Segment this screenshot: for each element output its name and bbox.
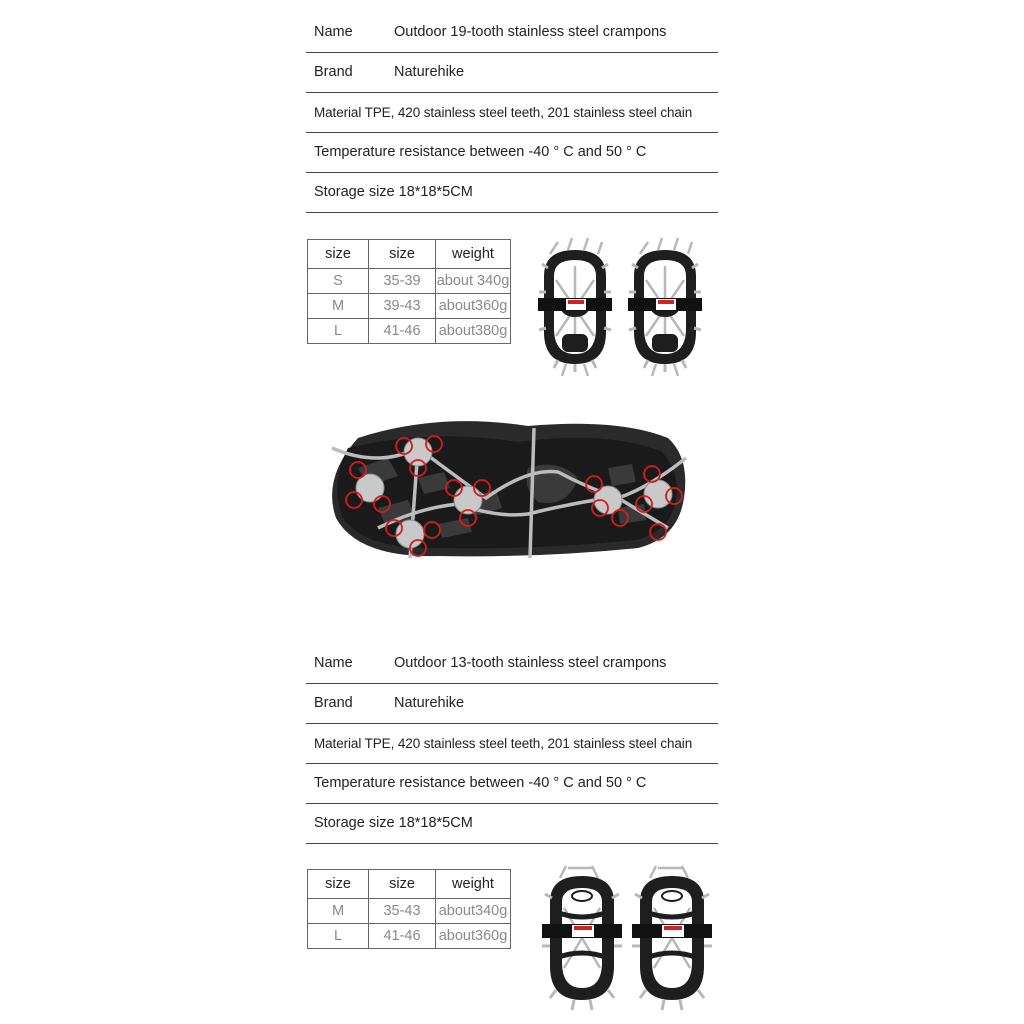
- spec-value: Outdoor 19-tooth stainless steel crampons: [394, 24, 667, 40]
- table-cell: L: [308, 319, 369, 344]
- table-header: size: [369, 870, 436, 899]
- crampon-pair-image: [536, 858, 720, 1018]
- table-header-row: [308, 870, 511, 899]
- table-row: [308, 924, 511, 949]
- spec-value: Naturehike: [394, 695, 465, 711]
- spec-row-temperature: [306, 764, 718, 804]
- spec-row-brand: [306, 53, 718, 93]
- spec-text: Storage size 18*18*5CM: [314, 184, 473, 200]
- spec-row-name: [306, 644, 718, 684]
- table-cell: 41-46: [369, 319, 436, 344]
- table-cell: 35-39: [369, 269, 436, 294]
- spec-label: Name: [314, 24, 353, 40]
- spec-value: Naturehike: [394, 64, 465, 80]
- spec-row-temperature: [306, 133, 718, 173]
- spec-text: Temperature resistance between -40 ° C and 50 ° C: [314, 144, 647, 160]
- table-cell: 35-43: [369, 899, 436, 924]
- spec-row-storage: [306, 804, 718, 844]
- table-row: [308, 294, 511, 319]
- table-cell: M: [308, 294, 369, 319]
- spec-label: Brand: [314, 64, 353, 80]
- table-header: size: [308, 870, 369, 899]
- table-header: weight: [436, 240, 511, 269]
- spec-list-19-tooth: [306, 13, 718, 213]
- table-cell: M: [308, 899, 369, 924]
- spec-row-brand: [306, 684, 718, 724]
- spec-label: Name: [314, 655, 353, 671]
- table-cell: L: [308, 924, 369, 949]
- spec-list-13-tooth: [306, 644, 718, 844]
- size-table-19-tooth: [307, 239, 511, 344]
- table-header: weight: [436, 870, 511, 899]
- spec-value: Outdoor 13-tooth stainless steel crampons: [394, 655, 667, 671]
- spec-row-name: [306, 13, 718, 53]
- table-cell: S: [308, 269, 369, 294]
- table-row: [308, 319, 511, 344]
- spec-row-material: [306, 93, 718, 133]
- spec-text: Material TPE, 420 stainless steel teeth, 201 stainless steel chain: [314, 105, 693, 120]
- shoe-sole-with-crampon-image: [318, 408, 694, 574]
- table-header: size: [308, 240, 369, 269]
- table-header: size: [369, 240, 436, 269]
- spec-text: Material TPE, 420 stainless steel teeth, 201 stainless steel chain: [314, 736, 693, 751]
- spec-text: Storage size 18*18*5CM: [314, 815, 473, 831]
- table-row: [308, 269, 511, 294]
- table-cell: about340g: [436, 899, 511, 924]
- table-cell: 39-43: [369, 294, 436, 319]
- table-cell: about360g: [436, 924, 511, 949]
- spec-text: Temperature resistance between -40 ° C and 50 ° C: [314, 775, 647, 791]
- spec-label: Brand: [314, 695, 353, 711]
- crampon-pair-image: [528, 232, 708, 388]
- spec-row-material: [306, 724, 718, 764]
- table-cell: about380g: [436, 319, 511, 344]
- table-cell: about360g: [436, 294, 511, 319]
- table-header-row: [308, 240, 511, 269]
- spec-row-storage: [306, 173, 718, 213]
- size-table-13-tooth: [307, 869, 511, 949]
- table-row: [308, 899, 511, 924]
- table-cell: 41-46: [369, 924, 436, 949]
- table-cell: about 340g: [436, 269, 511, 294]
